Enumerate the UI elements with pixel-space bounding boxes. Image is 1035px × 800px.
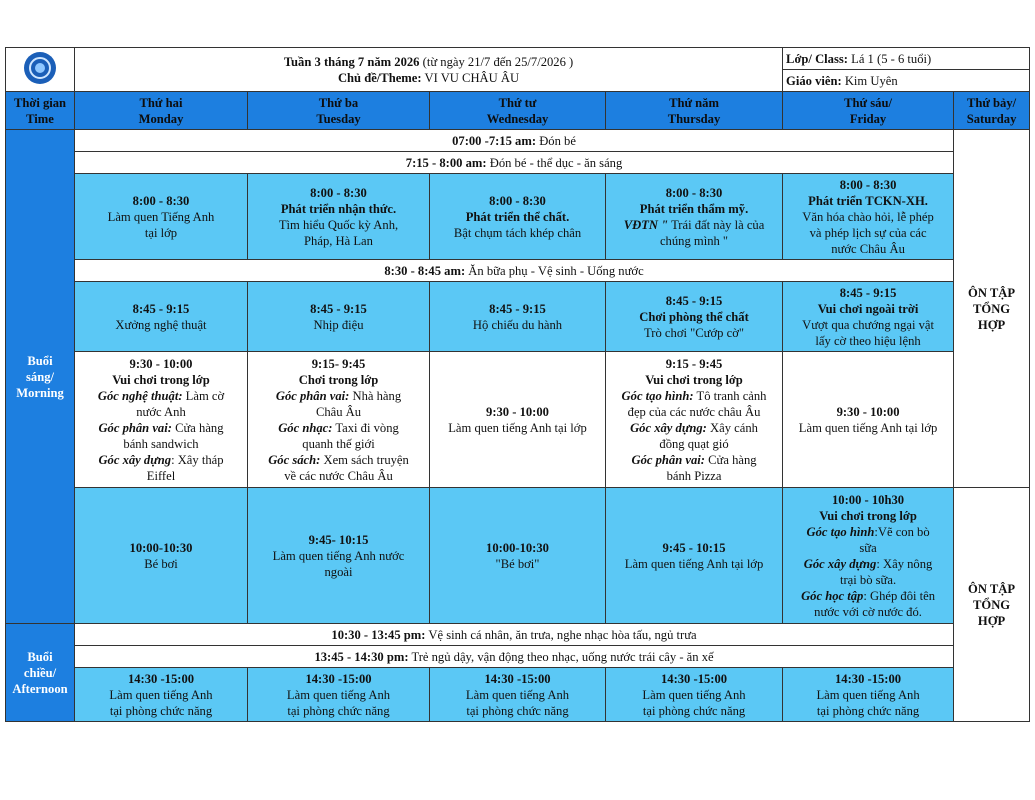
class-info — [783, 48, 1030, 70]
cell-mon-1430 — [75, 668, 248, 722]
saturday-review-morning — [954, 130, 1030, 488]
theme-value: VI VU CHÂU ÂU — [424, 70, 520, 85]
rows-r10-l2-text: tại phòng chức năng — [287, 703, 390, 718]
rows-r5-thu-l1-text: Trò chơi "Cướp cờ" — [644, 325, 744, 340]
rows-r6-mon-g2-text: Góc phân vai: — [98, 420, 172, 435]
rows-r3-tue-l1-text: Tìm hiểu Quốc kỳ Anh, — [278, 217, 399, 232]
rows-r7-tue-time-text: 9:45- 10:15 — [308, 532, 369, 547]
rows-r5-fri-l1-text: Vượt qua chướng ngại vật — [802, 317, 934, 332]
cell-wed-1430 — [430, 668, 606, 722]
cell-tue-0915 — [248, 352, 430, 488]
rows-r10-time-text: 14:30 -15:00 — [305, 671, 372, 686]
rows-r7-fri-g2t2-text: trại bò sữa. — [839, 572, 897, 587]
rows-r2-text-text: Đón bé - thể dục - ăn sáng — [489, 155, 623, 170]
teacher-label: Giáo viên: — [786, 73, 842, 88]
rows-r7-tue-l2-text: ngoài — [324, 564, 353, 579]
rows-r6-mon-g3t2-text: Eiffel — [146, 468, 176, 483]
rows-r6-fri-time-text: 9:30 - 10:00 — [836, 404, 900, 419]
class-label: Lớp/ Class: — [786, 51, 848, 66]
columns-monday-1-text: Monday — [138, 111, 184, 126]
rows-r1-time-text: 07:00 -7:15 am: — [452, 133, 537, 148]
rows-r6-tue-g1-text: Góc phân vai: — [275, 388, 350, 403]
rows-r3-tue-time-text: 8:00 - 8:30 — [310, 185, 367, 200]
cell-wed-0800 — [430, 174, 606, 260]
sessions-morning-0-text: Buổi — [27, 353, 53, 368]
rows-r6-mon-time-text: 9:30 - 10:00 — [129, 356, 193, 371]
rows-r3-thu-l2-text: chúng mình " — [659, 233, 729, 248]
col-header-wednesday — [430, 92, 606, 130]
rows-r3-wed-l1-text: Bật chụm tách khép chân — [453, 225, 582, 240]
cell-thu-0800 — [606, 174, 783, 260]
rows-r6-thu-g1t-text: Tô tranh cảnh — [696, 388, 767, 403]
rows-r7-fri-g1-text: Góc tạo hình — [806, 524, 875, 539]
sessions-morning-2-text: Morning — [16, 385, 64, 400]
rows-r10-time-text: 14:30 -15:00 — [660, 671, 728, 686]
rows-r3-fri-time-text: 8:00 - 8:30 — [839, 177, 897, 192]
rows-r4-text-text: Ăn bữa phụ - Vệ sinh - Uống nước — [468, 263, 644, 278]
cell-tue-0945 — [248, 488, 430, 624]
rows-r8-text-text: Vệ sinh cá nhân, ăn trưa, nghe nhạc hòa tấu, ngủ trưa — [428, 627, 697, 642]
cell-wed-0930 — [430, 352, 606, 488]
rows-r10-l1-text: Làm quen tiếng Anh — [465, 687, 570, 702]
rows-r6-thu-g2-text: Góc xây dựng: — [630, 420, 707, 435]
cell-mon-1000 — [75, 488, 248, 624]
rows-r7-wed-time-text: 10:00-10:30 — [486, 540, 549, 555]
rows-r3-thu-time-text: 8:00 - 8:30 — [665, 185, 723, 200]
rows-r6-tue-time-text: 9:15- 9:45 — [311, 356, 366, 371]
rows-r5-wed-time-text: 8:45 - 9:15 — [489, 301, 546, 316]
rows-r3-mon-l1-text: Làm quen Tiếng Anh — [107, 209, 215, 224]
rows-r10-l1-text: Làm quen tiếng Anh — [109, 687, 213, 702]
cell-fri-0800 — [783, 174, 954, 260]
rows-r3-wed-title-text: Phát triển thể chất. — [465, 209, 570, 224]
rows-r5-fri-time-text: 8:45 - 9:15 — [839, 285, 897, 300]
rows-r10-l1-text: Làm quen tiếng Anh — [816, 687, 920, 702]
rows-r10-time-text: 14:30 -15:00 — [484, 671, 551, 686]
rows-r4-time-text: 8:30 - 8:45 am: — [384, 263, 466, 278]
rows-r3-thu-l1-text: Trái đất này là của — [671, 217, 765, 232]
col-header-tuesday — [248, 92, 430, 130]
rows-r6-mon-g1t-text: Làm cờ — [185, 388, 225, 403]
rows-r6-thu-g2t-text: Xây cánh — [710, 420, 758, 435]
saturday-review-afternoon — [954, 488, 1030, 722]
rows-r5-thu-time-text: 8:45 - 9:15 — [665, 293, 723, 308]
rows-r5-mon-l1-text: Xưởng nghệ thuật — [115, 317, 207, 332]
columns-saturday-0-text: Thứ bảy/ — [966, 95, 1017, 110]
week-range: (từ ngày 21/7 đến 25/7/2026 ) — [422, 54, 574, 69]
rows-r7-thu-l1-text: Làm quen tiếng Anh tại lớp — [624, 556, 764, 571]
rows-r7-mon-l1-text: Bé bơi — [144, 556, 178, 571]
week-line: Tuần 3 tháng 7 năm 2026 — [283, 54, 420, 69]
rows-r5-tue-l1-text: Nhịp điệu — [313, 317, 364, 332]
rows-r6-tue-title-text: Chơi trong lớp — [298, 372, 379, 387]
sessions-afternoon-1-text: chiều/ — [23, 665, 57, 680]
rows-r6-fri-l1-text: Làm quen tiếng Anh tại lớp — [798, 420, 938, 435]
columns-friday-1-text: Friday — [849, 111, 887, 126]
columns-wednesday-1-text: Wednesday — [486, 111, 549, 126]
rows-r3-fri-l3-text: nước Châu Âu — [831, 241, 905, 256]
saturday_review-1-text: TỔNG — [973, 597, 1011, 612]
cell-fri-0930 — [783, 352, 954, 488]
cell-thu-0915 — [606, 352, 783, 488]
rows-r5-fri-l2-text: lấy cờ theo hiệu lệnh — [815, 333, 921, 348]
row-snack — [75, 260, 954, 282]
rows-r6-thu-g1t2-text: đẹp của các nước châu Âu — [627, 404, 761, 419]
rows-r6-wed-l1-text: Làm quen tiếng Anh tại lớp — [448, 420, 587, 435]
row-lunch-nap — [75, 624, 954, 646]
rows-r6-thu-g3-text: Góc phân vai: — [631, 452, 705, 467]
row-arrival — [75, 130, 954, 152]
sessions-afternoon-0-text: Buổi — [27, 649, 53, 664]
rows-r7-wed-l1-text: "Bé bơi" — [495, 556, 540, 571]
rows-r9-time-text: 13:45 - 14:30 pm: — [314, 649, 409, 664]
rows-r10-l2-text: tại phòng chức năng — [466, 703, 569, 718]
rows-r3-tue-l2-text: Pháp, Hà Lan — [304, 233, 373, 248]
cell-mon-0930 — [75, 352, 248, 488]
school-logo — [6, 48, 75, 92]
sessions-afternoon-2-text: Afternoon — [12, 681, 68, 696]
rows-r10-l1-text: Làm quen tiếng Anh — [642, 687, 746, 702]
rows-r6-tue-g1t-text: Nhà hàng — [352, 388, 402, 403]
saturday_review-2-text: HỢP — [977, 317, 1006, 332]
rows-r8-time-text: 10:30 - 13:45 pm: — [331, 627, 426, 642]
cell-thu-1430 — [606, 668, 783, 722]
rows-r6-thu-g1-text: Góc tạo hình: — [621, 388, 694, 403]
rows-r6-tue-g1t2-text: Châu Âu — [315, 404, 362, 419]
session-morning — [6, 130, 75, 624]
rows-r3-thu-vdtn-text: VĐTN " — [623, 217, 669, 232]
saturday_review-2-text: HỢP — [977, 613, 1006, 628]
rows-r6-mon-g3t-text: : Xây tháp — [171, 452, 224, 467]
rows-r6-thu-g2t2-text: đồng quạt gió — [659, 436, 729, 451]
sessions-morning-1-text: sáng/ — [26, 369, 54, 384]
col-header-friday — [783, 92, 954, 130]
cell-fri-0845 — [783, 282, 954, 352]
saturday_review-1-text: TỔNG — [973, 301, 1011, 316]
rows-r10-l2-text: tại phòng chức năng — [109, 703, 213, 718]
columns-thursday-1-text: Thursday — [667, 111, 721, 126]
rows-r5-wed-l1-text: Hộ chiếu du hành — [472, 317, 563, 332]
columns-saturday-1-text: Saturday — [966, 111, 1017, 126]
rows-r3-fri-l1-text: Văn hóa chào hỏi, lễ phép — [802, 209, 934, 224]
columns-wednesday-0-text: Thứ tư — [498, 95, 537, 110]
rows-r3-mon-l2-text: tại lớp — [144, 225, 178, 240]
teacher-value: Kim Uyên — [844, 73, 898, 88]
rows-r6-tue-g3t2-text: về các nước Châu Âu — [284, 468, 393, 483]
rows-r5-tue-time-text: 8:45 - 9:15 — [310, 301, 367, 316]
rows-r5-mon-time-text: 8:45 - 9:15 — [132, 301, 190, 316]
school-logo-icon — [24, 52, 56, 84]
columns-thursday-0-text: Thứ năm — [669, 95, 719, 110]
rows-r6-mon-g2t-text: Cửa hàng — [175, 420, 224, 435]
weekly-schedule-table — [5, 47, 1030, 722]
row-wakeup-snack — [75, 646, 954, 668]
rows-r3-thu-title-text: Phát triển thẩm mỹ. — [639, 201, 749, 216]
rows-r6-thu-time-text: 9:15 - 9:45 — [665, 356, 723, 371]
class-value: Lá 1 (5 - 6 tuổi) — [851, 51, 932, 66]
session-afternoon — [6, 624, 75, 722]
rows-r6-mon-g1-text: Góc nghệ thuật: — [97, 388, 183, 403]
rows-r3-fri-title-text: Phát triển TCKN-XH. — [808, 193, 928, 208]
cell-wed-0845 — [430, 282, 606, 352]
cell-tue-0800 — [248, 174, 430, 260]
cell-thu-0845 — [606, 282, 783, 352]
rows-r7-fri-title-text: Vui chơi trong lớp — [819, 508, 917, 523]
rows-r6-mon-g3-text: Góc xây dựng — [98, 452, 172, 467]
columns-friday-0-text: Thứ sáu/ — [844, 95, 892, 110]
rows-r2-time-text: 7:15 - 8:00 am: — [405, 155, 487, 170]
rows-r5-thu-title-text: Chơi phòng thể chất — [639, 309, 749, 324]
rows-r7-mon-time-text: 10:00-10:30 — [129, 540, 193, 555]
columns-time-0-text: Thời gian — [13, 95, 67, 110]
col-header-saturday — [954, 92, 1030, 130]
rows-r1-text-text: Đón bé — [539, 133, 576, 148]
columns-tuesday-0-text: Thứ ba — [318, 95, 359, 110]
rows-r3-mon-time-text: 8:00 - 8:30 — [132, 193, 190, 208]
week-info — [75, 48, 783, 92]
saturday_review-0-text: ÔN TẬP — [968, 581, 1016, 596]
rows-r6-thu-title-text: Vui chơi trong lớp — [645, 372, 743, 387]
teacher-info — [783, 70, 1030, 92]
col-header-thursday — [606, 92, 783, 130]
rows-r10-time-text: 14:30 -15:00 — [834, 671, 902, 686]
row-exercise-breakfast — [75, 152, 954, 174]
cell-fri-1430 — [783, 668, 954, 722]
rows-r6-tue-g2t-text: Taxi đi vòng — [335, 420, 399, 435]
rows-r3-fri-l2-text: và phép lịch sự của các — [809, 225, 927, 240]
rows-r6-tue-g3t-text: Xem sách truyện — [323, 452, 409, 467]
col-header-monday — [75, 92, 248, 130]
rows-r6-mon-g2t2-text: bánh sandwich — [123, 436, 199, 451]
rows-r6-thu-g3t-text: Cửa hàng — [708, 452, 757, 467]
col-header-time — [6, 92, 75, 130]
rows-r6-mon-g1t2-text: nước Anh — [136, 404, 186, 419]
rows-r10-l2-text: tại phòng chức năng — [642, 703, 746, 718]
rows-r6-thu-g3t2-text: bánh Pizza — [666, 468, 722, 483]
rows-r3-tue-title-text: Phát triển nhận thức. — [280, 201, 397, 216]
rows-r9-text-text: Trẻ ngủ dậy, vận động theo nhạc, uống nước trái cây - ăn xế — [411, 649, 714, 664]
rows-r7-fri-g3t-text: : Ghép đôi tên — [863, 588, 936, 603]
cell-thu-0945 — [606, 488, 783, 624]
cell-mon-0800 — [75, 174, 248, 260]
rows-r7-fri-g1t-text: :Vẽ con bò — [874, 524, 930, 539]
cell-fri-1000 — [783, 488, 954, 624]
saturday_review-0-text: ÔN TẬP — [968, 285, 1016, 300]
theme-label: Chủ đề/Theme: — [337, 70, 422, 85]
rows-r7-fri-g2-text: Góc xây dựng — [803, 556, 877, 571]
columns-monday-0-text: Thứ hai — [139, 95, 183, 110]
rows-r6-tue-g3-text: Góc sách: — [268, 452, 321, 467]
rows-r3-wed-time-text: 8:00 - 8:30 — [489, 193, 546, 208]
rows-r7-fri-g3-text: Góc học tập — [801, 588, 864, 603]
rows-r6-mon-title-text: Vui chơi trong lớp — [112, 372, 210, 387]
rows-r7-fri-g3t2-text: nước với cờ nước đó. — [814, 604, 922, 619]
rows-r5-fri-title-text: Vui chơi ngoài trời — [817, 301, 919, 316]
columns-time-1-text: Time — [26, 111, 54, 126]
rows-r10-time-text: 14:30 -15:00 — [127, 671, 195, 686]
cell-tue-0845 — [248, 282, 430, 352]
cell-wed-1000 — [430, 488, 606, 624]
cell-mon-0845 — [75, 282, 248, 352]
rows-r10-l2-text: tại phòng chức năng — [816, 703, 920, 718]
rows-r7-fri-time-text: 10:00 - 10h30 — [832, 492, 905, 507]
rows-r7-fri-g2t-text: : Xây nông — [876, 556, 933, 571]
columns-tuesday-1-text: Tuesday — [316, 111, 361, 126]
rows-r6-tue-g2-text: Góc nhạc: — [278, 420, 333, 435]
rows-r6-tue-g2t2-text: quanh thế giới — [302, 436, 375, 451]
rows-r7-fri-g1t2-text: sữa — [859, 540, 877, 555]
cell-tue-1430 — [248, 668, 430, 722]
rows-r7-tue-l1-text: Làm quen tiếng Anh nước — [272, 548, 405, 563]
rows-r7-thu-time-text: 9:45 - 10:15 — [662, 540, 726, 555]
rows-r6-wed-time-text: 9:30 - 10:00 — [486, 404, 549, 419]
rows-r10-l1-text: Làm quen tiếng Anh — [286, 687, 391, 702]
